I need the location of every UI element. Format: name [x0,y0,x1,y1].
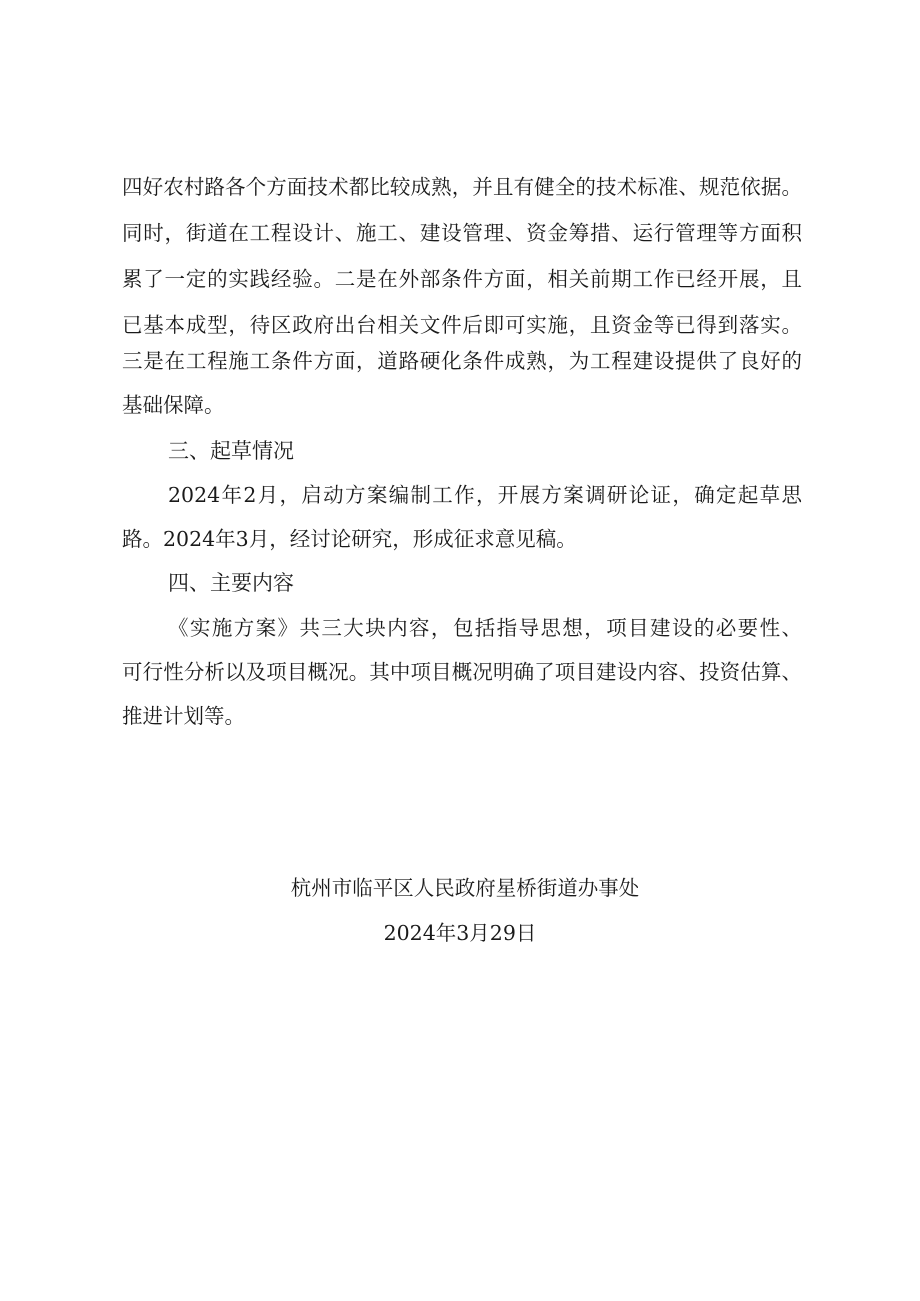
paragraph-line: 三是在工程施工条件方面，道路硬化条件成熟，为工程建设提供了良好的 [122,349,802,373]
paragraph-line: 《实施方案》共三大块内容，包括指导思想，项目建设的必要性、 [168,616,802,640]
paragraph-line: 基础保障。 [122,393,225,417]
paragraph-line: 已基本成型，待区政府出台相关文件后即可实施，且资金等已得到落实。 [122,313,802,337]
section-heading-drafting: 三、起草情况 [168,439,294,463]
signature-organization: 杭州市临平区人民政府星桥街道办事处 [290,876,640,900]
signature-date: 2024年3月29日 [383,921,537,945]
paragraph-line: 路。2024年3月，经讨论研究，形成征求意见稿。 [122,527,577,551]
paragraph-line: 可行性分析以及项目概况。其中项目概况明确了项目建设内容、投资估算、 [122,660,802,684]
section-heading-main-content: 四、主要内容 [168,571,294,595]
paragraph-line: 四好农村路各个方面技术都比较成熟，并且有健全的技术标准、规范依据。 [122,175,802,199]
paragraph-line: 累了一定的实践经验。二是在外部条件方面，相关前期工作已经开展，且 [122,267,802,291]
paragraph-line: 2024年2月，启动方案编制工作，开展方案调研论证，确定起草思 [168,483,802,507]
paragraph-line: 同时，街道在工程设计、施工、建设管理、资金筹措、运行管理等方面积 [122,221,802,245]
paragraph-line: 推进计划等。 [122,704,245,728]
